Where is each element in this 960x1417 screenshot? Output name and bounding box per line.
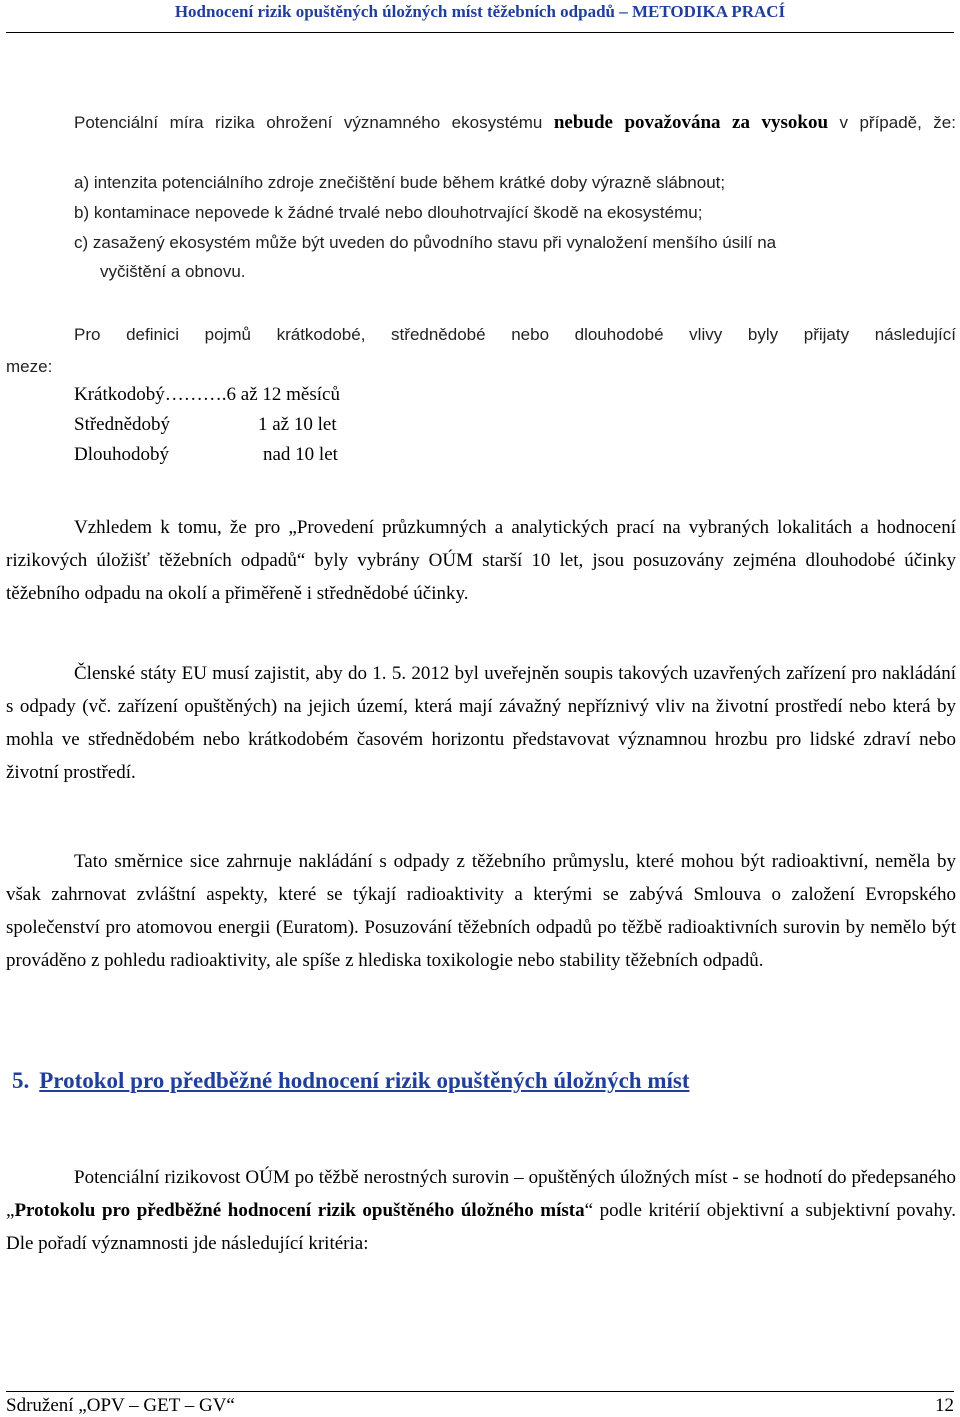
paragraph-4-bold: Protokolu pro předběžné hodnocení rizik opuštěného úložného místa [14,1200,585,1221]
definition-row-mid-term: Střednědobý [74,414,171,435]
footer-org: Sdružení „OPV – GET – GV“ [6,1395,235,1416]
list-item-c [74,228,956,286]
definition-row-mid-value: 1 až 10 let [258,414,337,435]
list-item-a: a) intenzita potenciálního zdroje znečištění bude během krátké doby výrazně slábnout; [74,173,726,192]
running-header: Hodnocení rizik opuštěných úložných míst těžebních odpadů – METODIKA PRACÍ [174,2,786,21]
footer-divider [6,1391,954,1392]
section-number: 5. [12,1068,30,1093]
definition-row-short: Krátkodobý……….6 až 12 měsíců [74,384,340,405]
paragraph-3: Tato směrnice sice zahrnuje nakládání s odpady z těžebního průmyslu, které mohou být radioaktivní, neměla by však zahrnovat zvláštní aspekty, které se týkají radioaktivity a kterými se zabývá Smlouva o založení Evropského společenství pro atomovou energii (Euratom). Posuzování těžebních odpadů po těžbě radioaktivních surovin by nemělo být prováděno z pohledu radioaktivity, ale spíše z hlediska toxikologie nebo stability těžebních odpadů. [6,851,956,971]
definition-cont: meze: [6,357,53,376]
section-heading [12,1068,689,1094]
intro-text-end: v případě, že: [828,113,956,132]
paragraph-2: Členské státy EU musí zajistit, aby do 1. 5. 2012 byl uveřejněn soupis takových uzavřených zařízení pro nakládání s odpady (vč. zařízení opuštěných) na jejich území, která mají závažný nepříznivý vliv na životní prostředí nebo která by mohla ve střednědobém nebo krátkodobém časovém horizontu představovat významnou hrozbu pro lidské zdraví nebo životní prostředí. [6,663,956,783]
list-item-c-cont: vyčištění a obnovu. [100,262,246,281]
list-item-c-text: c) zasažený ekosystém může být uveden do původního stavu při vynaložení menšího úsilí na [74,233,777,252]
list-item-b: b) kontaminace nepovede k žádné trvalé nebo dlouhotrvající škodě na ekosystému; [74,203,703,222]
paragraph-4-end: “ podle kritérií objektivní a subjektivní povahy. Dle pořadí významnosti jde následující kritéria: [6,1200,956,1254]
definition-row-long-term: Dlouhodobý [74,444,169,465]
paragraph-4 [6,1161,956,1260]
section-title: Protokol pro předběžné hodnocení rizik opuštěných úložných míst [39,1068,690,1093]
intro-bold: nebude považována za vysokou [553,112,829,133]
page-number: 12 [935,1395,954,1416]
definition-row-long-value: nad 10 let [263,444,338,465]
header-divider [6,32,954,33]
intro-text-start: Potenciální míra rizika ohrožení významného ekosystému [74,113,554,132]
definition-lead: Pro definici pojmů krátkodobé, střednědobé nebo dlouhodobé vlivy byly přijaty následující [74,325,956,344]
intro-paragraph [6,106,956,172]
paragraph-1: Vzhledem k tomu, že pro „Provedení průzkumných a analytických prací na vybraných lokalitách a hodnocení rizikových úložišť těžebních odpadů“ byly vybrány OÚM starší 10 let, jsou posuzovány zejména dlouhodobé účinky těžebního odpadu na okolí a přiměřeně i střednědobé účinky. [6,517,956,604]
paragraph-4-start: Potenciální rizikovost OÚM po těžbě nerostných surovin – opuštěných úložných míst - se hodnotí do předepsaného „ [6,1167,956,1221]
